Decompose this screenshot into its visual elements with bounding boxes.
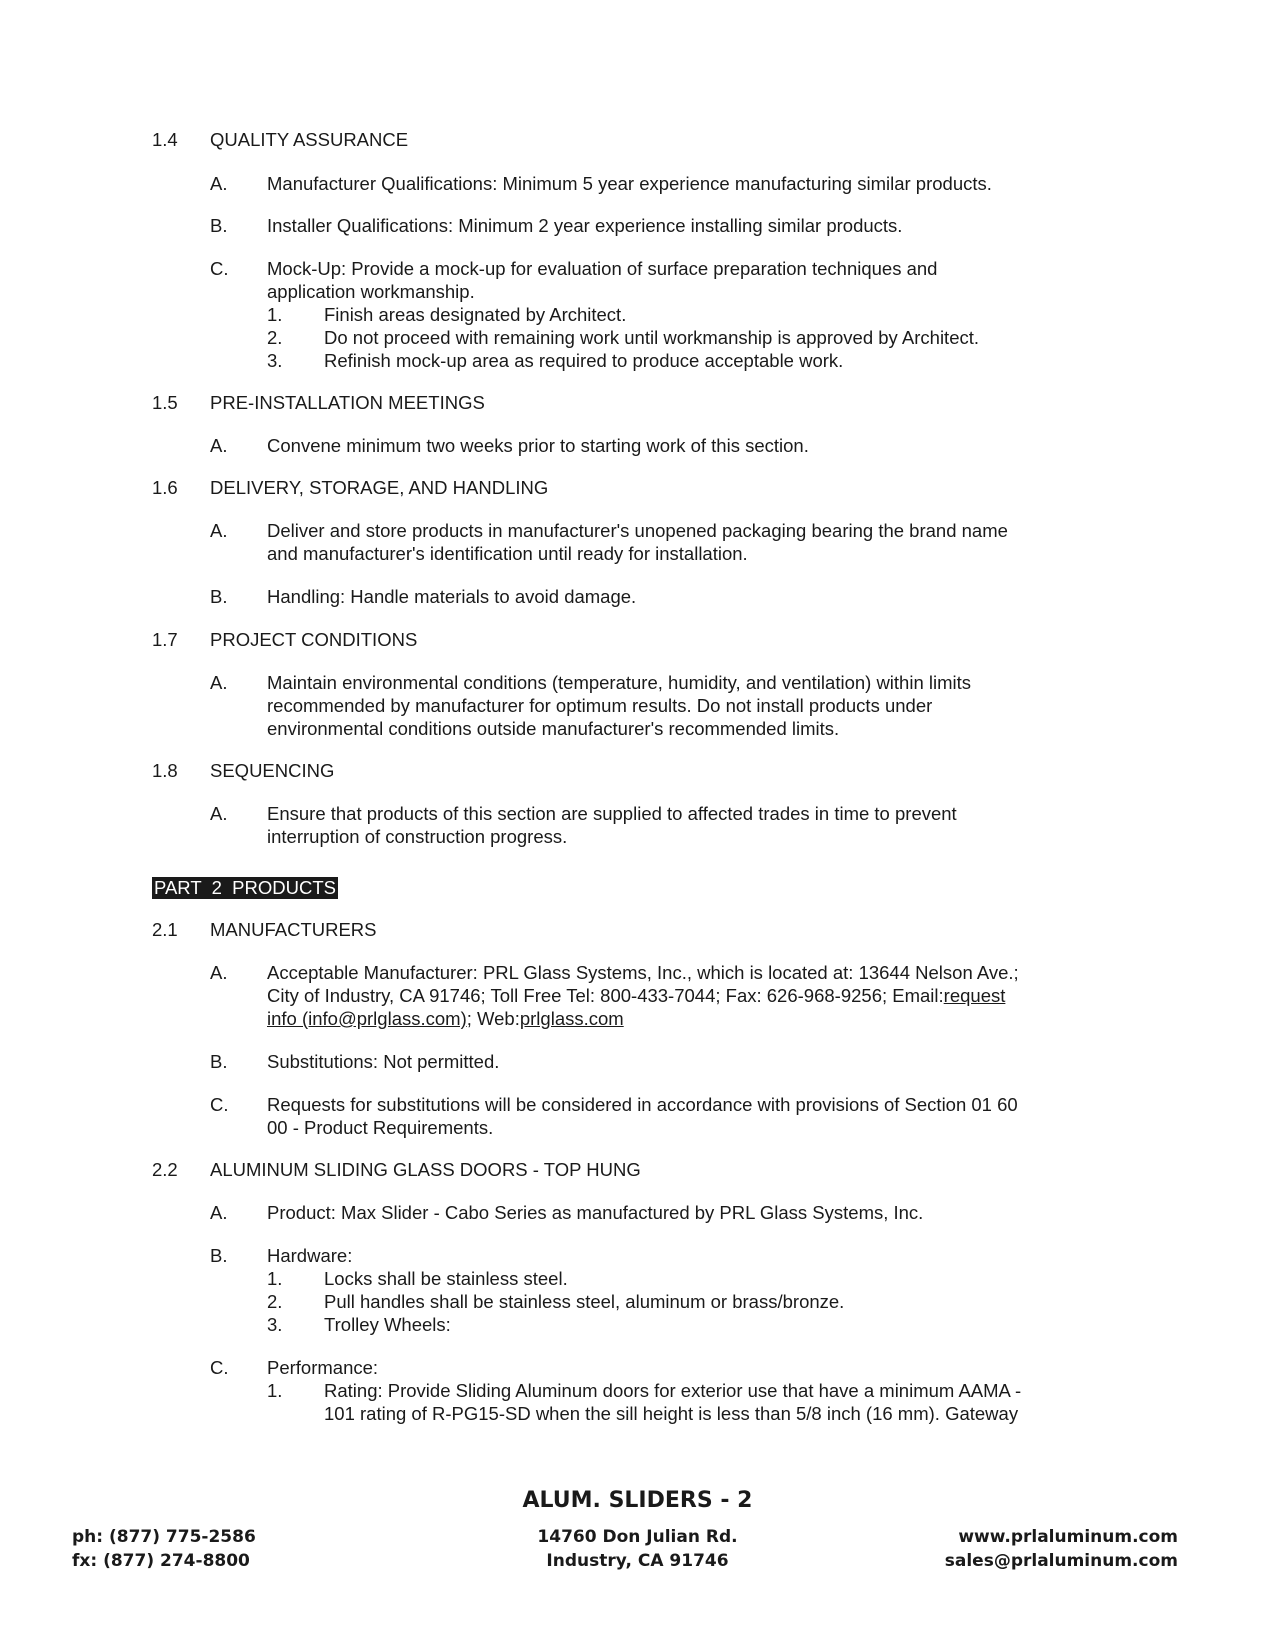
section-title: DELIVERY, STORAGE, AND HANDLING — [210, 477, 549, 498]
item-text — [267, 985, 1005, 1007]
section-title: ALUMINUM SLIDING GLASS DOORS - TOP HUNG — [210, 1159, 641, 1180]
item-letter: A. — [210, 435, 228, 456]
part-heading: PART 2 PRODUCTS — [154, 877, 336, 898]
subitem-number: 2. — [267, 327, 283, 348]
section-title: PROJECT CONDITIONS — [210, 629, 418, 650]
item-text: Product: Max Slider - Cabo Series as manufactured by PRL Glass Systems, Inc. — [267, 1202, 924, 1223]
section-title: MANUFACTURERS — [210, 919, 377, 940]
subitem-text: 101 rating of R-PG15-SD when the sill height is less than 5/8 inch (16 mm). Gateway — [324, 1403, 1019, 1424]
contact-text: City of Industry, CA 91746; Toll Free Tel: 800-433-7044; Fax: 626-968-9256; Email: — [267, 985, 944, 1006]
footer-phone: ph: (877) 775-2586 — [72, 1527, 256, 1547]
item-text: Ensure that products of this section are supplied to affected trades in time to prevent — [267, 803, 957, 824]
item-letter: B. — [210, 1245, 228, 1266]
item-text: recommended by manufacturer for optimum results. Do not install products under — [267, 695, 933, 716]
item-text: Manufacturer Qualifications: Minimum 5 year experience manufacturing similar products. — [267, 173, 992, 194]
item-letter: A. — [210, 962, 228, 983]
section-number: 1.5 — [152, 392, 178, 413]
item-letter: A. — [210, 672, 228, 693]
section-number: 2.2 — [152, 1159, 178, 1180]
item-letter: B. — [210, 215, 228, 236]
section-number: 1.7 — [152, 629, 178, 650]
subitem-number: 3. — [267, 1314, 283, 1335]
item-text: Acceptable Manufacturer: PRL Glass Systems, Inc., which is located at: 13644 Nelson Ave.; — [267, 962, 1019, 983]
subitem-text: Finish areas designated by Architect. — [324, 304, 627, 325]
item-letter: B. — [210, 586, 228, 607]
subitem-number: 1. — [267, 1268, 283, 1289]
footer-city: Industry, CA 91746 — [546, 1551, 729, 1571]
footer-fax: fx: (877) 274-8800 — [72, 1551, 250, 1571]
item-text: application workmanship. — [267, 281, 475, 302]
item-text — [267, 1008, 624, 1030]
item-letter: A. — [210, 1202, 228, 1223]
web-label: ; Web: — [466, 1008, 520, 1029]
item-text: and manufacturer's identification until ready for installation. — [267, 543, 748, 564]
item-text: 00 - Product Requirements. — [267, 1117, 494, 1138]
item-text: Requests for substitutions will be considered in accordance with provisions of Section 01 60 — [267, 1094, 1018, 1115]
subitem-text: Locks shall be stainless steel. — [324, 1268, 568, 1289]
item-letter: C. — [210, 258, 229, 279]
subitem-text: Trolley Wheels: — [324, 1314, 451, 1335]
item-text: environmental conditions outside manufacturer's recommended limits. — [267, 718, 840, 739]
section-number: 1.8 — [152, 760, 178, 781]
item-letter: A. — [210, 803, 228, 824]
section-number: 1.6 — [152, 477, 178, 498]
item-text: Installer Qualifications: Minimum 2 year experience installing similar products. — [267, 215, 903, 236]
item-letter: C. — [210, 1094, 229, 1115]
subitem-number: 2. — [267, 1291, 283, 1312]
item-text: Maintain environmental conditions (temperature, humidity, and ventilation) within limits — [267, 672, 972, 693]
email-link[interactable]: request — [943, 985, 1006, 1006]
footer-website-link[interactable]: www.prlaluminum.com — [958, 1527, 1178, 1547]
footer-street: 14760 Don Julian Rd. — [537, 1527, 738, 1547]
subitem-number: 3. — [267, 350, 283, 371]
subitem-number: 1. — [267, 304, 283, 325]
item-letter: C. — [210, 1357, 229, 1378]
item-text: Mock-Up: Provide a mock-up for evaluation of surface preparation techniques and — [267, 258, 938, 279]
section-number: 1.4 — [152, 129, 178, 150]
subitem-text: Do not proceed with remaining work until workmanship is approved by Architect. — [324, 327, 980, 348]
web-link[interactable]: prlglass.com — [519, 1008, 624, 1029]
section-title: PRE-INSTALLATION MEETINGS — [210, 392, 485, 413]
subitem-number: 1. — [267, 1380, 283, 1401]
item-text: Performance: — [267, 1357, 379, 1378]
section-title: SEQUENCING — [210, 760, 335, 781]
section-title: QUALITY ASSURANCE — [210, 129, 409, 150]
footer-page-title: ALUM. SLIDERS - 2 — [522, 1488, 753, 1513]
item-text: Convene minimum two weeks prior to starting work of this section. — [267, 435, 809, 456]
item-text: Substitutions: Not permitted. — [267, 1051, 500, 1072]
item-letter: B. — [210, 1051, 228, 1072]
footer-contact-right — [945, 1525, 1178, 1573]
item-letter: A. — [210, 173, 228, 194]
item-text: Hardware: — [267, 1245, 353, 1266]
item-text: Handling: Handle materials to avoid damage. — [267, 586, 637, 607]
subitem-text: Pull handles shall be stainless steel, aluminum or brass/bronze. — [324, 1291, 845, 1312]
subitem-text: Rating: Provide Sliding Aluminum doors for exterior use that have a minimum AAMA - — [324, 1380, 1022, 1401]
email-link-continued[interactable]: info (info@prlglass.com) — [267, 1008, 467, 1029]
item-text: Deliver and store products in manufacturer's unopened packaging bearing the brand name — [267, 520, 1008, 541]
item-text: interruption of construction progress. — [267, 826, 568, 847]
footer-email-link[interactable]: sales@prlaluminum.com — [944, 1551, 1178, 1571]
subitem-text: Refinish mock-up area as required to produce acceptable work. — [324, 350, 844, 371]
item-letter: A. — [210, 520, 228, 541]
section-number: 2.1 — [152, 919, 178, 940]
